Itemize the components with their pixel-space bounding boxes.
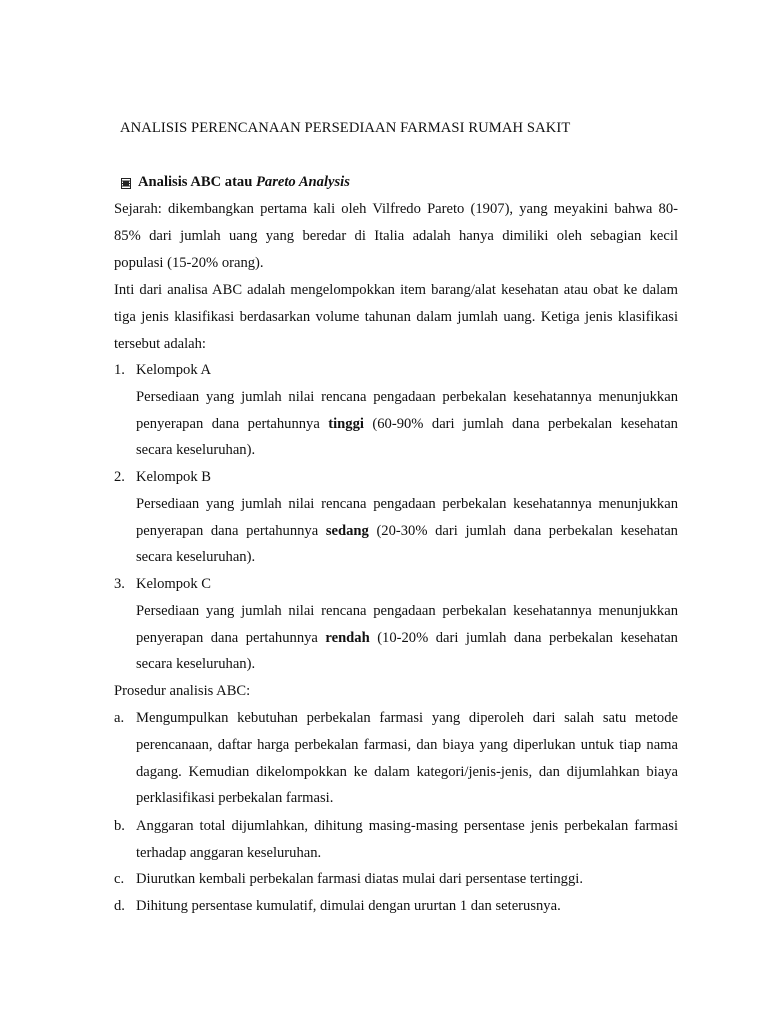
prosedur-heading: Prosedur analisis ABC: [114, 683, 251, 699]
emphasis-rendah: rendah [325, 629, 370, 646]
step-line: perencanaan, daftar harga perbekalan farmasi, dan biaya yang diperlukan untuk tiap nama [136, 736, 678, 753]
step-line: Anggaran total dijumlahkan, dihitung masing-masing persentase jenis perbekalan farmasi [136, 818, 678, 834]
step-line: perklasifikasi perbekalan farmasi. [136, 790, 334, 807]
paragraph-line: populasi (15-20% orang). [114, 254, 264, 271]
paragraph-inti [114, 277, 678, 357]
group-line: Persediaan yang jumlah nilai rencana pengadaan perbekalan kesehatannya menunjukkan [136, 495, 678, 512]
emphasis-sedang: sedang [325, 522, 369, 539]
list-marker: a. [114, 710, 125, 726]
group-name: Kelompok C [136, 576, 211, 592]
section-heading [138, 174, 350, 191]
group-line: penyerapan dana pertahunnya rendah (10-20% dari jumlah dana perbekalan kesehatan [136, 629, 678, 646]
group-line: Persediaan yang jumlah nilai rencana pengadaan perbekalan kesehatannya menunjukkan [136, 388, 678, 405]
list-item-step-d [136, 893, 678, 920]
step-line: terhadap anggaran keseluruhan. [136, 844, 322, 861]
paragraph-line: Inti dari analisa ABC adalah mengelompokkan item barang/alat kesehatan atau obat ke dalam [114, 282, 678, 298]
page-title: ANALISIS PERENCANAAN PERSEDIAAN FARMASI RUMAH SAKIT [120, 120, 571, 136]
list-marker: 3. [114, 576, 125, 592]
list-marker: d. [114, 898, 125, 914]
section-heading-bold: Analisis ABC atau [138, 174, 256, 190]
paragraph-sejarah [114, 196, 678, 276]
paragraph-line: tiga jenis klasifikasi berdasarkan volume tahunan dalam jumlah uang. Ketiga jenis klasifikasi [114, 308, 678, 325]
list-marker: 1. [114, 362, 125, 378]
step-line: dagang. Kemudian dikelompokkan ke dalam kategori/jenis-jenis, dan dijumlahkan biaya [136, 763, 678, 780]
section-heading-italic: Pareto Analysis [256, 174, 350, 190]
paragraph-line: 85% dari jumlah uang yang beredar di Italia adalah hanya dimiliki oleh sebagian kecil [114, 227, 678, 244]
list-marker: b. [114, 818, 125, 834]
emphasis-tinggi: tinggi [328, 415, 364, 432]
paragraph-line: tersebut adalah: [114, 335, 206, 352]
list-marker: 2. [114, 469, 125, 485]
paragraph-line: Sejarah: dikembangkan pertama kali oleh Vilfredo Pareto (1907), yang meyakini bahwa 80- [114, 201, 678, 217]
list-item-step-c [136, 866, 678, 893]
list-item-step-a [136, 705, 678, 812]
group-line: secara keseluruhan). [136, 549, 256, 566]
step-line: Diurutkan kembali perbekalan farmasi diatas mulai dari persentase tertinggi. [136, 871, 583, 887]
group-line: penyerapan dana pertahunnya tinggi (60-90% dari jumlah dana perbekalan kesehatan [136, 415, 678, 432]
list-marker: c. [114, 871, 125, 887]
group-line: Persediaan yang jumlah nilai rencana pengadaan perbekalan kesehatannya menunjukkan [136, 602, 678, 619]
group-line: penyerapan dana pertahunnya sedang (20-30% dari jumlah dana perbekalan kesehatan [136, 522, 678, 539]
list-item-step-b [136, 813, 678, 867]
list-item-kelompok-b [136, 464, 678, 571]
list-item-kelompok-a [136, 357, 678, 464]
step-line: Dihitung persentase kumulatif, dimulai dengan ururtan 1 dan seterusnya. [136, 898, 561, 914]
square-bullet-icon [121, 178, 131, 189]
group-name: Kelompok A [136, 362, 211, 378]
group-line: secara keseluruhan). [136, 442, 256, 459]
list-item-kelompok-c [136, 571, 678, 678]
group-line: secara keseluruhan). [136, 656, 256, 673]
group-name: Kelompok B [136, 469, 211, 485]
step-line: Mengumpulkan kebutuhan perbekalan farmasi yang diperoleh dari salah satu metode [136, 710, 678, 726]
